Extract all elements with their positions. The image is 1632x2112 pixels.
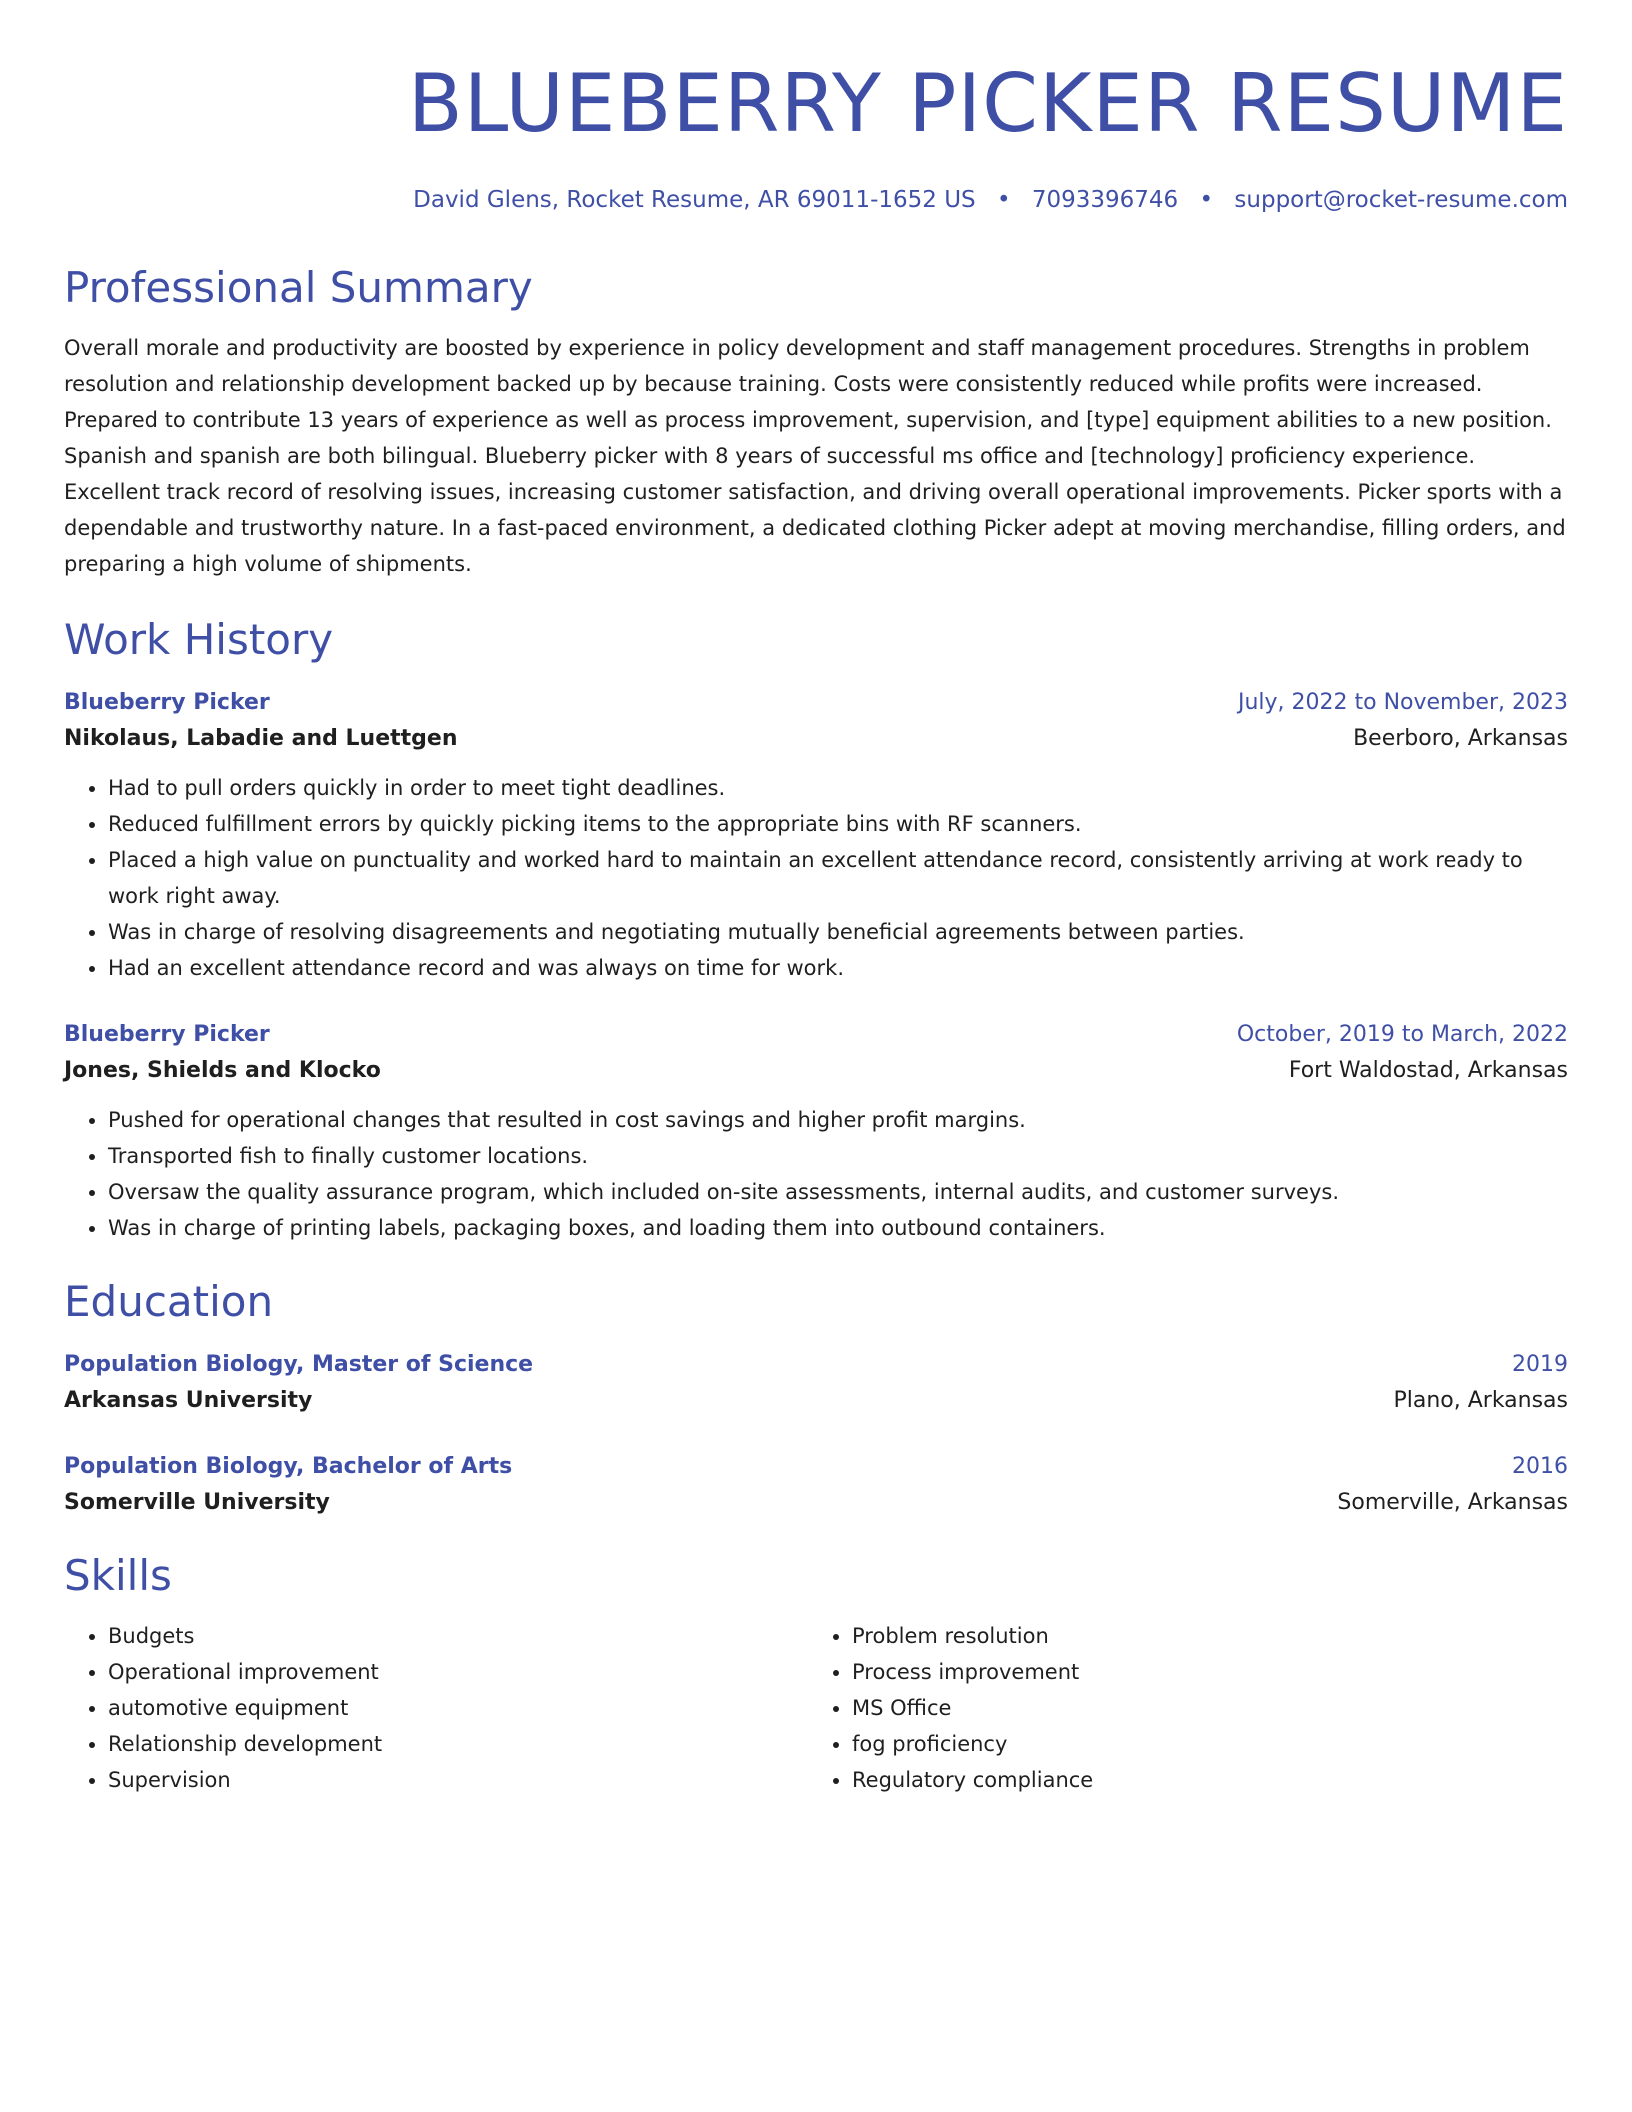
skill-item: • Budgets [108,1618,808,1654]
job-dates: July, 2022 to November, 2023 [1237,690,1568,715]
skill-item: • Regulatory compliance [852,1762,1552,1798]
skill-item: • Problem resolution [852,1618,1552,1654]
job-dates: October, 2019 to March, 2022 [1236,1022,1568,1047]
job-bullet: • Was in charge of printing labels, packaging boxes, and loading them into outbound containers. [108,1210,1568,1246]
education-location: Somerville, Arkansas [1337,1490,1568,1515]
education-entry [64,1348,1568,1420]
job-header-row [64,1018,1568,1052]
job-bullet: • Reduced fulfillment errors by quickly picking items to the appropriate bins with RF scanners. [108,806,1568,842]
job-company: Jones, Shields and Klocko [64,1058,381,1083]
job-bullet: • Oversaw the quality assurance program, which included on-site assessments, internal audits, and customer surveys. [108,1174,1568,1210]
job-location: Beerboro, Arkansas [1353,726,1568,751]
contact-separator: • [1199,187,1214,213]
resume-page [64,0,1568,1798]
job-company-row [64,720,1568,758]
job-bullet: • Pushed for operational changes that resulted in cost savings and higher profit margins. [108,1102,1568,1138]
education-school: Somerville University [64,1490,330,1515]
skills-heading: Skills [64,1551,172,1600]
job-bullet: • Had to pull orders quickly in order to meet tight deadlines. [108,770,1568,806]
education-year: 2019 [1512,1352,1568,1377]
resume-title: BLUEBERRY PICKER RESUME [407,57,1568,150]
job-company-row [64,1052,1568,1090]
job-header-row [64,686,1568,720]
skills-grid [64,1618,1568,1798]
work-history-section [64,612,1568,1246]
education-header-row [64,1450,1568,1484]
skill-item: • MS Office [852,1690,1552,1726]
job-company: Nikolaus, Labadie and Luettgen [64,726,458,751]
contact-address: David Glens, Rocket Resume, AR 69011-1652 US [413,187,976,213]
contact-separator: • [996,187,1011,213]
education-school-row [64,1484,1568,1522]
job-bullet: • Placed a high value on punctuality and worked hard to maintain an excellent attendance record, consistently arriving at work ready to work right away. [108,842,1568,914]
education-school-row [64,1382,1568,1420]
education-school: Arkansas University [64,1388,313,1413]
skills-section [64,1548,1568,1798]
job-location: Fort Waldostad, Arkansas [1288,1058,1568,1083]
skills-column-left [64,1618,808,1798]
contact-phone: 7093396746 [1031,187,1179,213]
summary-text: Overall morale and productivity are boosted by experience in policy development and staff management procedures. Strengths in problem resolution and relationship development backed up by because training. Costs were consistently reduced while profits were increased. Prepared to contribute 13 years of experience as well as process improvement, supervision, and [type] equipment abilities to a new position. Spanish and spanish are both bilingual. Blueberry picker with 8 years of successful ms office and [technology] proficiency experience. Excellent track record of resolving issues, increasing customer satisfaction, and driving overall operational improvements. Picker sports with a dependable and trustworthy nature. In a fast-paced environment, a dedicated clothing Picker adept at moving merchandise, filling orders, and preparing a high volume of shipments. [64,336,1566,576]
job-bullet: • Had an excellent attendance record and was always on time for work. [108,950,1568,986]
skill-item: • fog proficiency [852,1726,1552,1762]
education-section [64,1274,1568,1522]
job-bullets [64,770,1568,986]
skill-item: • Relationship development [108,1726,808,1762]
education-location: Plano, Arkansas [1393,1388,1568,1413]
skill-item: • Process improvement [852,1654,1552,1690]
skill-item: • Operational improvement [108,1654,808,1690]
job-bullet: • Transported fish to finally customer locations. [108,1138,1568,1174]
skill-item: • automotive equipment [108,1690,808,1726]
contact-email: support@rocket-resume.com [1234,187,1568,213]
job-bullet: • Was in charge of resolving disagreements and negotiating mutually beneficial agreements between parties. [108,914,1568,950]
job-entry [64,1018,1568,1246]
job-bullets [64,1102,1568,1246]
resume-header [64,0,1568,216]
education-entry [64,1450,1568,1522]
work-history-heading: Work History [64,615,334,664]
education-degree: Population Biology, Bachelor of Arts [64,1454,513,1479]
skill-item: • Supervision [108,1762,808,1798]
summary-section [64,260,1568,582]
job-title: Blueberry Picker [64,690,270,715]
job-entry [64,686,1568,986]
summary-heading: Professional Summary [64,263,533,312]
education-heading: Education [64,1277,274,1326]
education-header-row [64,1348,1568,1382]
contact-line [64,184,1568,216]
skills-column-right [808,1618,1552,1798]
job-title: Blueberry Picker [64,1022,270,1047]
education-degree: Population Biology, Master of Science [64,1352,534,1377]
education-year: 2016 [1512,1454,1568,1479]
